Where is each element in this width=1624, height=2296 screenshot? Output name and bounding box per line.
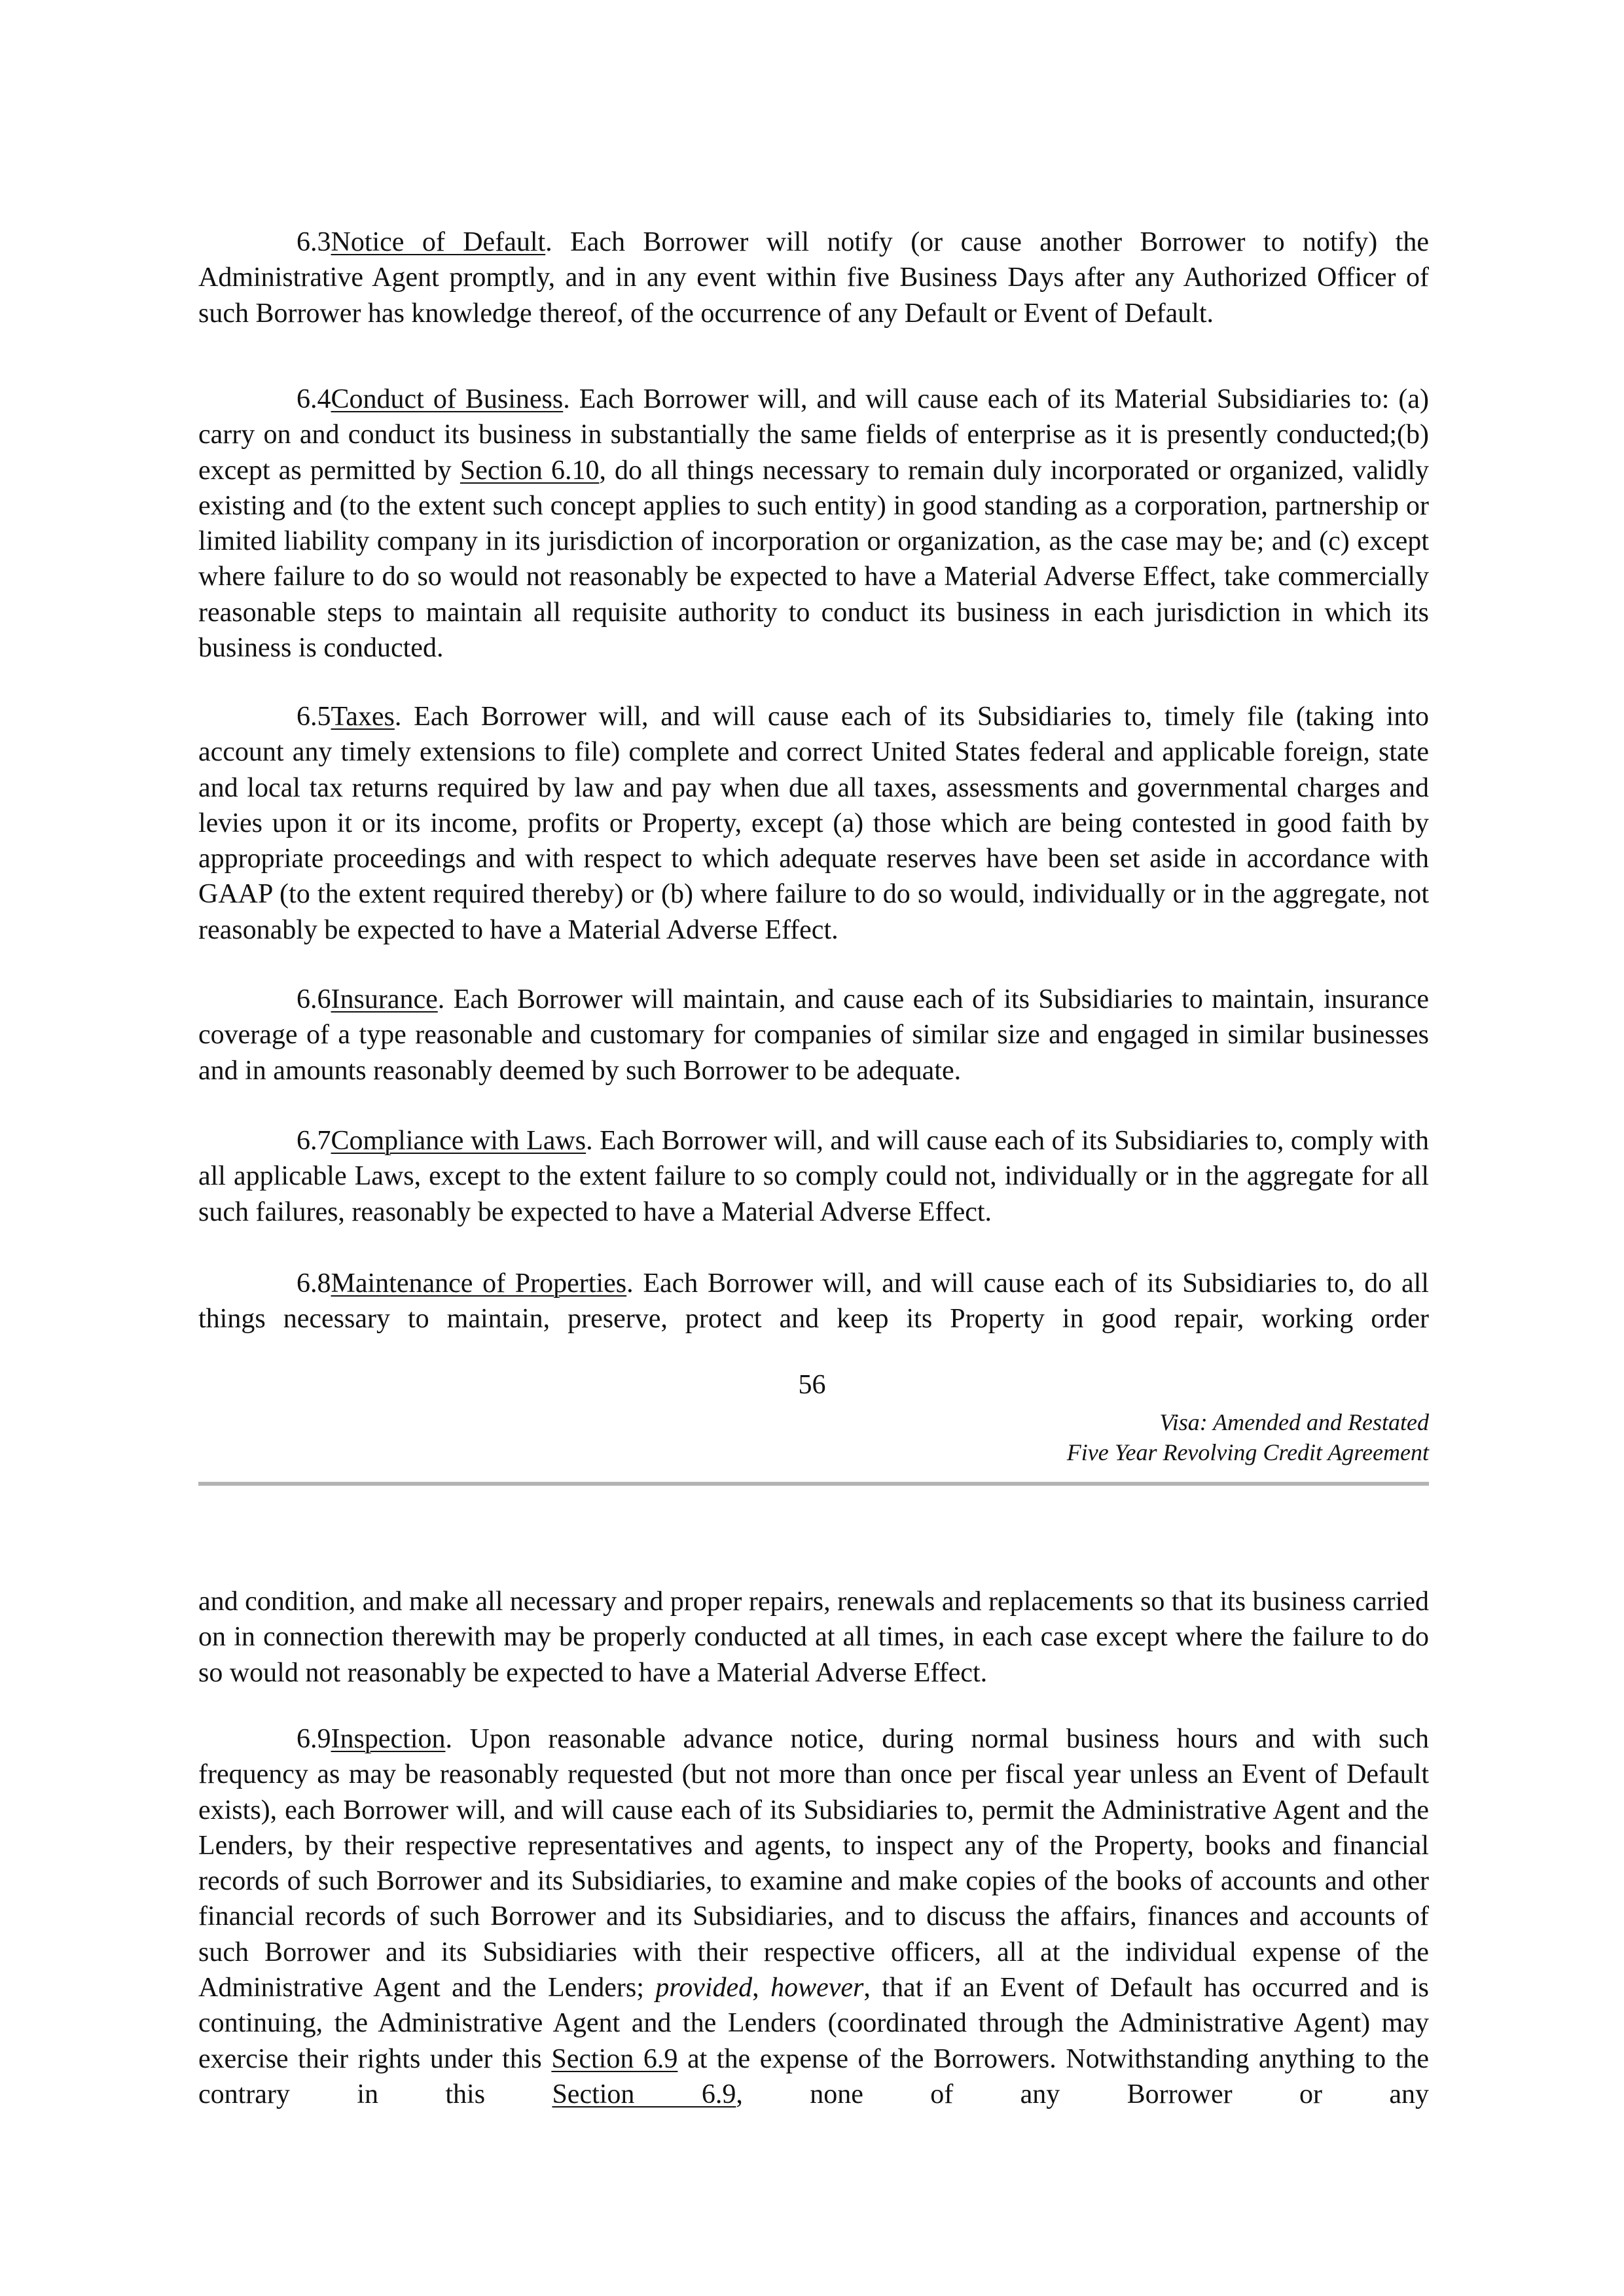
italic-term-provided: provided (655, 1973, 753, 2003)
section-body: . Each Borrower will, and will cause each of its Subsidiaries to, do all things necessary to maintain, preserve, protect and keep its Property in good repair, working order (198, 1268, 1429, 1335)
section-6-4 (198, 382, 1429, 666)
cross-reference: Section 6.10 (460, 455, 600, 486)
section-6-6 (198, 982, 1429, 1088)
section-heading: Compliance with Laws (331, 1126, 586, 1156)
cross-reference: Section 6.9 (551, 2043, 678, 2074)
footer-title-line-2: Five Year Revolving Credit Agreement (1066, 1439, 1429, 1465)
paragraph-6-7 (198, 1123, 1429, 1230)
section-6-7 (198, 1123, 1429, 1230)
footer-title-line-1: Visa: Amended and Restated (1159, 1409, 1429, 1435)
section-body: , that if an Event of Default has occurred and is continuing, the Administrative Agent and the Lenders (coordinated through the Administrative Agent) may exercise their rights under this (198, 1973, 1430, 2074)
section-6-9 (198, 1721, 1429, 2112)
section-heading: Insurance (331, 984, 438, 1014)
section-number: 6.4 (297, 384, 331, 414)
cross-reference: Section 6.9 (552, 2079, 736, 2109)
italic-term-however: however (770, 1973, 864, 2003)
continuation-6-8 (198, 1584, 1429, 1691)
paragraph-6-9 (198, 1721, 1429, 2112)
page-number: 56 (798, 1370, 826, 1400)
section-body: at the expense of the Borrowers. Notwithstanding anything to the contrary in this (198, 2043, 1429, 2109)
paragraph-6-5 (198, 699, 1429, 948)
section-number: 6.5 (297, 702, 331, 732)
section-heading: Inspection (331, 1724, 446, 1754)
section-6-5 (198, 699, 1429, 948)
section-heading: Conduct of Business (331, 384, 564, 414)
section-heading: Maintenance of Properties (331, 1268, 627, 1299)
paragraph-6-8-continued: and condition, and make all necessary and proper repairs, renewals and replacements so that its business carried on in connection therewith may be properly conducted at all times, in each case except where the failure to do so would not reasonably be expected to have a Material Adverse Effect. (198, 1587, 1429, 1688)
section-body: . Each Borrower will, and will cause each of its Subsidiaries to, comply with all applicable Laws, except to the extent failure to so comply could not, individually or in the aggregate for all such failures, reasonably be expected to have a Material Adverse Effect. (198, 1126, 1429, 1227)
section-body: . Each Borrower will, and will cause each of its Subsidiaries to, timely file (taking into account any timely extensions to file) complete and correct United States federal and applicable foreign, state and local tax returns required by law and pay when due all taxes, assessments and governmental charges and levies upon it or its income, profits or Property, except (a) those which are being contested in good faith by appropriate proceedings and with respect to which adequate reserves have been set aside in accordance with GAAP (to the extent required thereby) or (b) where failure to do so would, individually or in the aggregate, not reasonably be expected to have a Material Adverse Effect. (198, 702, 1429, 945)
section-body: . Each Borrower will maintain, and cause each of its Subsidiaries to maintain, insurance coverage of a type reasonable and customary for companies of similar size and engaged in similar businesses and in amounts reasonably deemed by such Borrower to be adequate. (198, 984, 1429, 1086)
section-6-8 (198, 1266, 1429, 1337)
paragraph-6-3 (198, 224, 1429, 331)
paragraph-6-4 (198, 382, 1429, 666)
section-body: , none of any Borrower or any (736, 2079, 1430, 2109)
paragraph-6-6 (198, 982, 1429, 1088)
page-divider (198, 1482, 1429, 1486)
section-number: 6.6 (297, 984, 331, 1014)
section-body: . Upon reasonable advance notice, during normal business hours and with such frequency as may be reasonably requested (but not more than once per fiscal year unless an Event of Default exists), each Borrower will, and will cause each of its Subsidiaries to, permit the Administrative Agent and the Lenders, by their respective representatives and agents, to inspect any of the Property, books and financial records of such Borrower and its Subsidiaries, to examine and make copies of the books of accounts and other financial records of such Borrower and its Subsidiaries, and to discuss the affairs, finances and accounts of such Borrower and its Subsidiaries with their respective officers, all at the individual expense of the Administrative Agent and the Lenders; (198, 1724, 1429, 2003)
section-number: 6.8 (297, 1268, 331, 1299)
section-body: . Each Borrower will notify (or cause another Borrower to notify) the Administrative Agent promptly, and in any event within five Business Days after any Authorized Officer of such Borrower has knowledge thereof, of the occurrence of any Default or Event of Default. (198, 227, 1429, 329)
section-body: , (752, 1973, 771, 2003)
section-number: 6.7 (297, 1126, 331, 1156)
section-heading: Notice of Default (331, 227, 546, 257)
section-number: 6.3 (297, 227, 331, 257)
section-body: , do all things necessary to remain duly incorporated or organized, validly existing and (to the extent such concept applies to such entity) in good standing as a corporation, partnership or limited liability company in its jurisdiction of incorporation or organization, as the case may be; and (c) except where failure to do so would not reasonably be expected to have a Material Adverse Effect, take commercially reasonable steps to maintain all requisite authority to conduct its business in each jurisdiction in which its business is conducted. (198, 455, 1429, 664)
section-body: . Each Borrower will, and will cause each of its Material Subsidiaries to: (a) carry on and conduct its business in substantially the same fields of enterprise as it is presently conducted;(b) except as permitted by (198, 384, 1429, 486)
section-6-3 (198, 224, 1429, 331)
section-number: 6.9 (297, 1724, 331, 1754)
paragraph-6-8 (198, 1266, 1429, 1337)
section-heading: Taxes (331, 702, 395, 732)
